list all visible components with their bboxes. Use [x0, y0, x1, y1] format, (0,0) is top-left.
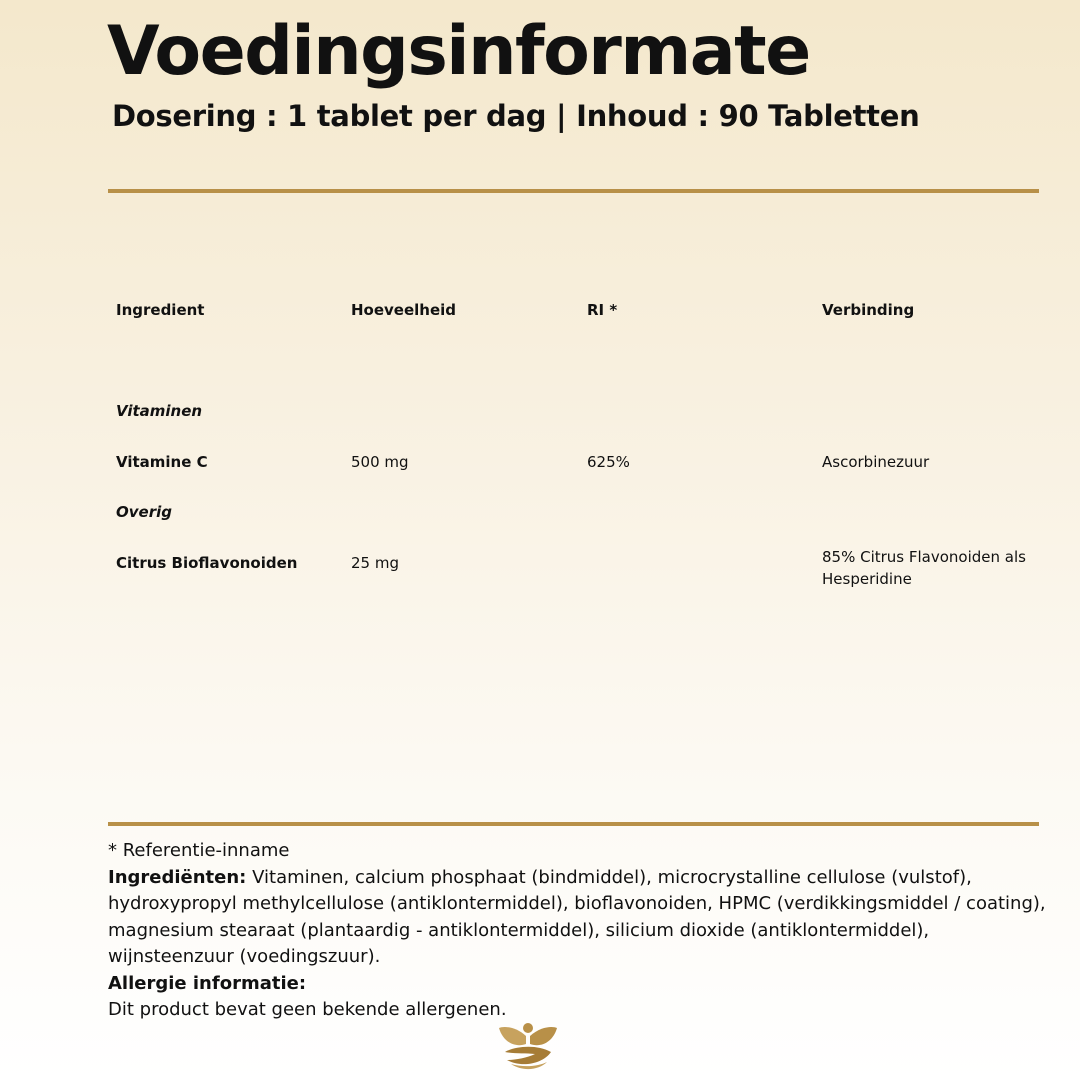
ri-note: * Referentie-inname	[108, 840, 290, 861]
ingredient-amount: 500 mg	[351, 453, 409, 471]
dosage-subtitle: Dosering : 1 tablet per dag | Inhoud : 90 Tabletten	[112, 99, 920, 133]
leaf-person-logo-icon	[497, 1020, 559, 1072]
ingredient-ri: 625%	[587, 453, 630, 471]
ingredient-amount: 25 mg	[351, 554, 399, 572]
column-header-ingredient: Ingredient	[116, 301, 205, 319]
footer-info	[108, 838, 1048, 1024]
top-divider	[108, 189, 1039, 193]
column-header-ri: RI *	[587, 301, 618, 319]
page-title: Voedingsinformate	[107, 12, 810, 91]
ingredients-label: Ingrediënten:	[108, 866, 247, 888]
allergy-label: Allergie informatie:	[108, 972, 307, 994]
ingredient-compound: Ascorbinezuur	[822, 453, 930, 471]
column-header-amount: Hoeveelheid	[351, 301, 457, 319]
column-header-compound: Verbinding	[822, 301, 915, 319]
category-overig: Overig	[116, 503, 172, 521]
category-vitaminen: Vitaminen	[116, 402, 203, 420]
ingredient-name: Citrus Bioflavonoiden	[116, 554, 298, 572]
allergy-text: Dit product bevat geen bekende allergenen.	[108, 999, 507, 1020]
bottom-divider	[108, 822, 1039, 826]
ingredients-paragraph	[108, 865, 1048, 971]
ingredient-compound: 85% Citrus Flavonoiden als Hesperidine	[822, 548, 1026, 588]
ingredients-text: Vitaminen, calcium phosphaat (bindmiddel), microcrystalline cellulose (vulstof), hydroxypropyl methylcellulose (antiklontermiddel), bioflavonoiden, HPMC (verdikkingsmiddel / coating), magnesium stearaat (plantaardig - antiklontermiddel), silicium dioxide (antiklontermiddel), wijnsteenzuur (voedingszuur).	[108, 866, 1046, 967]
ingredient-name: Vitamine C	[116, 453, 208, 471]
